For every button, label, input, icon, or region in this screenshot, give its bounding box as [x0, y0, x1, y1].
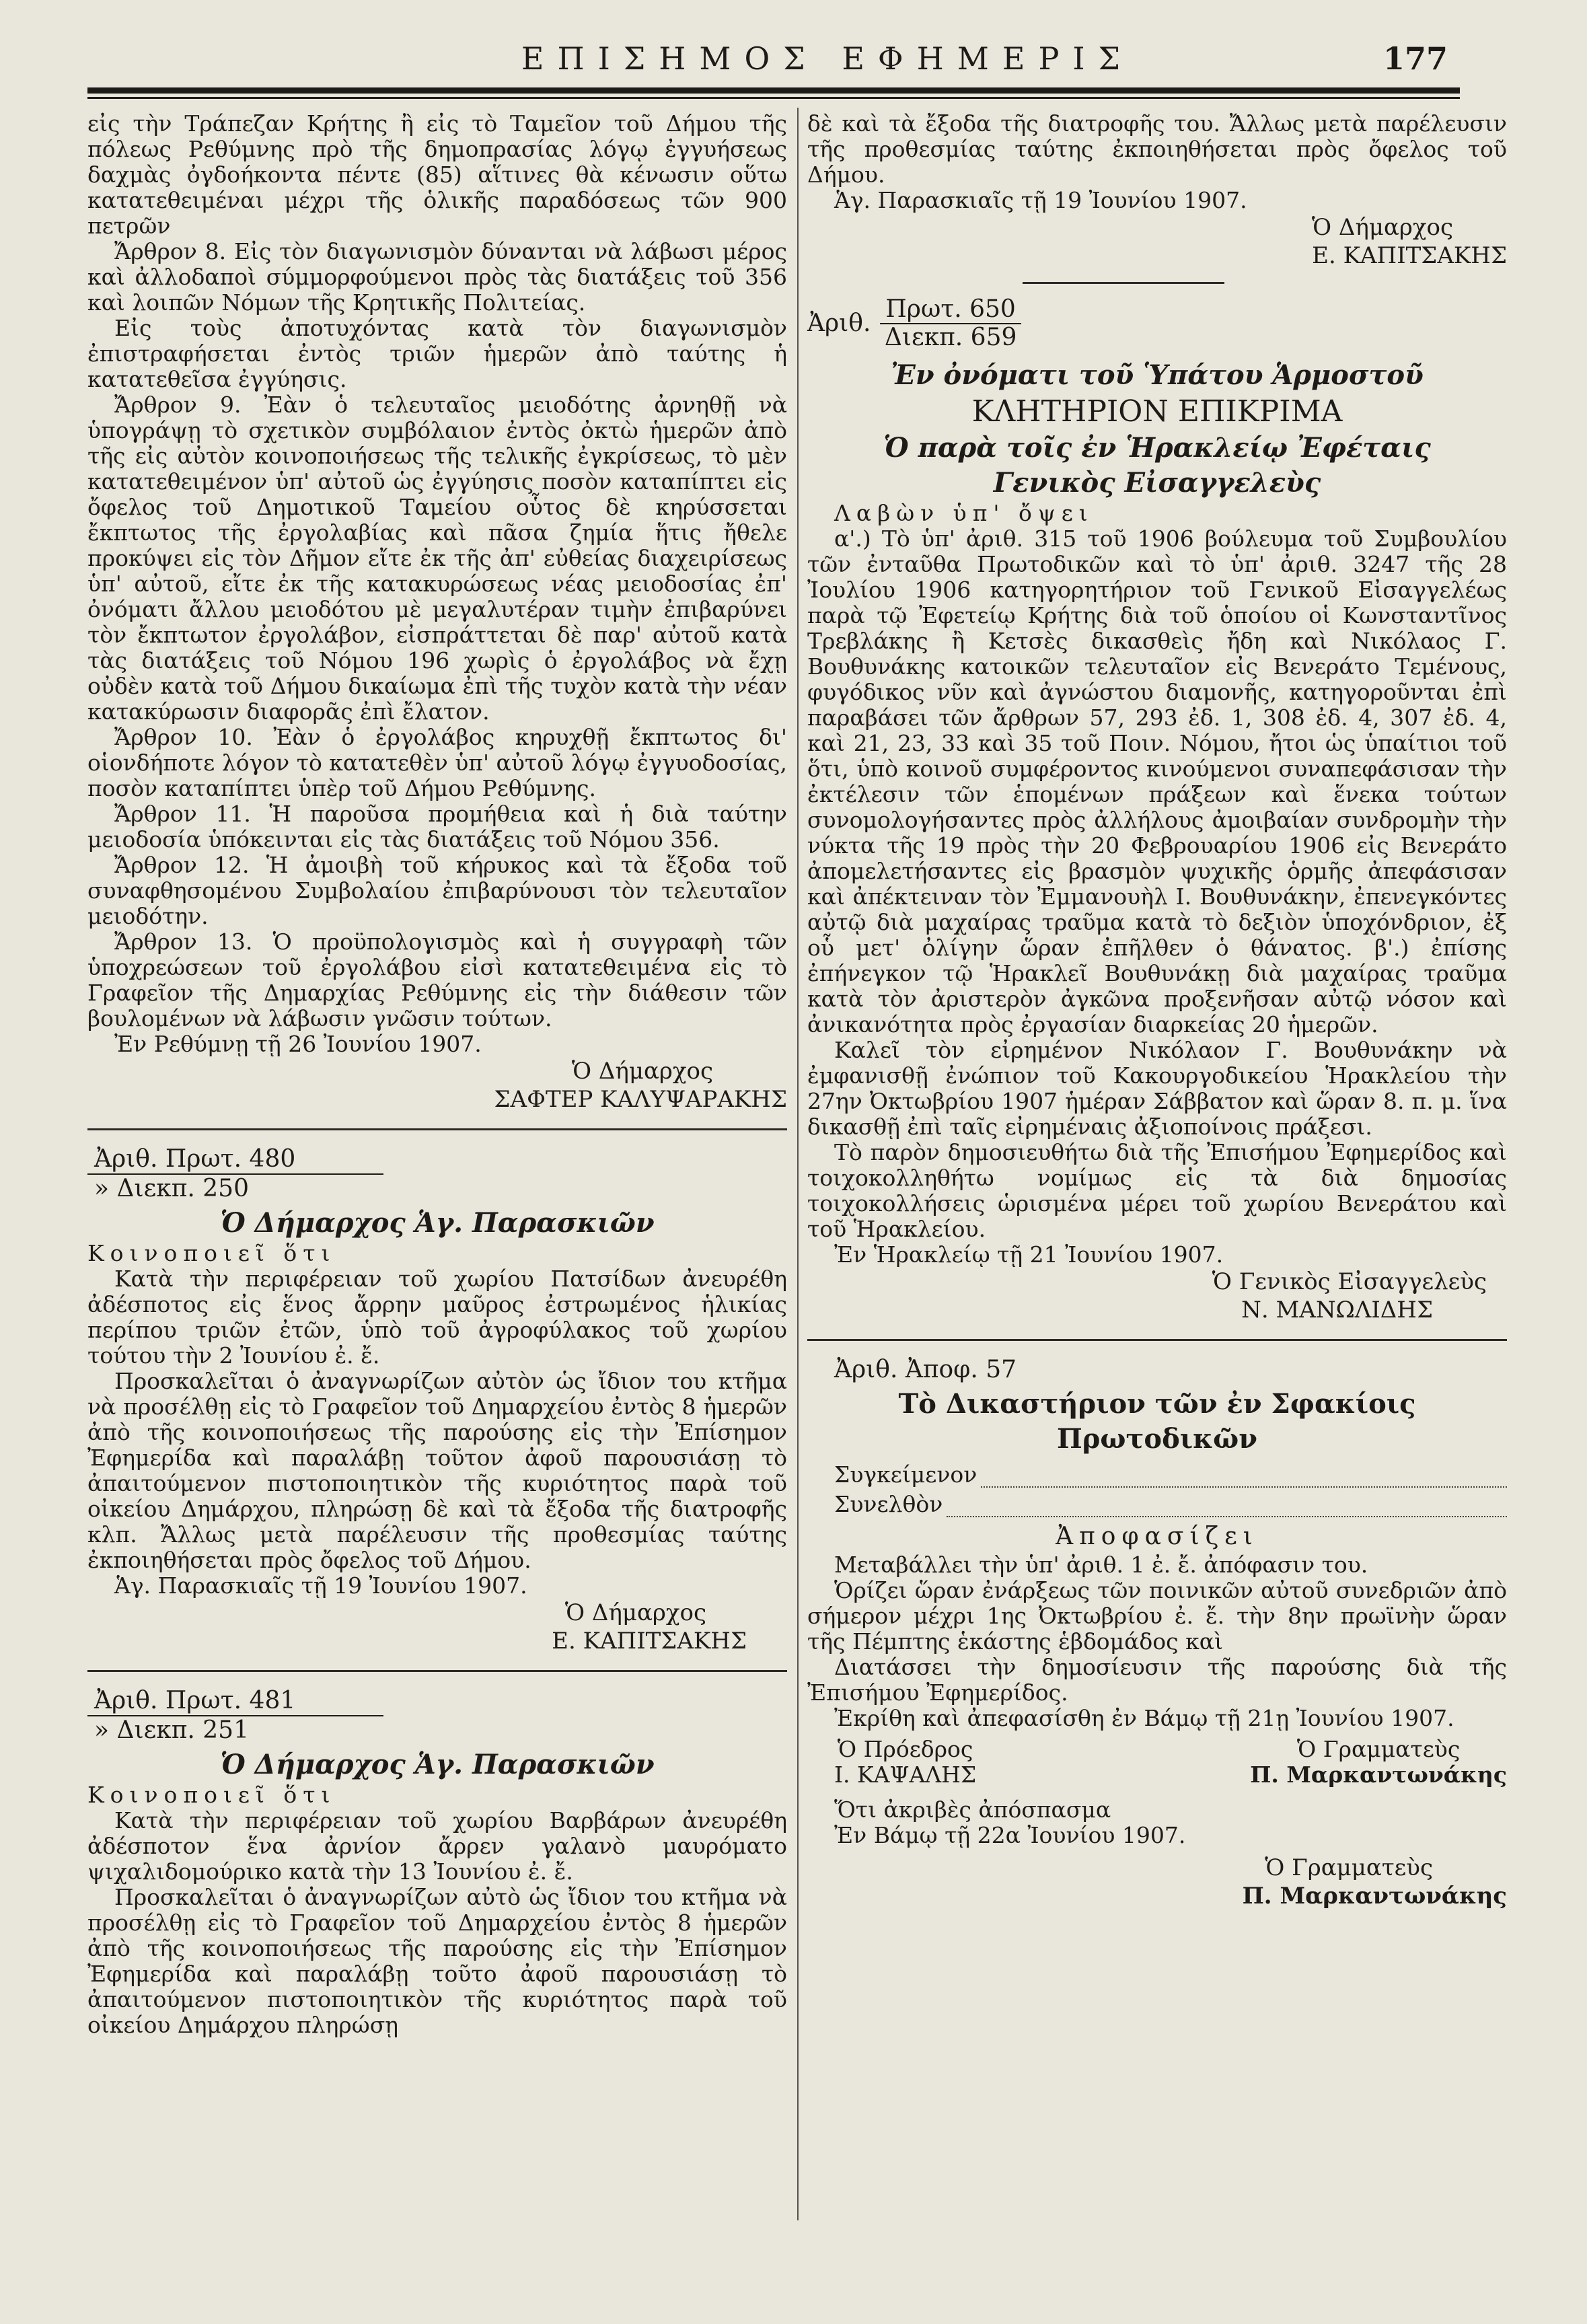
- signature-prosecutor: [807, 1268, 1507, 1324]
- decision-reference: Ἀριθ. Ἀποφ. 57: [834, 1356, 1017, 1383]
- signature-secretary: [1250, 1737, 1507, 1788]
- column-divider: [797, 108, 799, 2220]
- verdict-prosecutor: Γενικὸς Εἰσαγγελεὺς: [993, 467, 1321, 499]
- signature-title: Ὁ Γραμματεὺς: [1265, 1854, 1433, 1881]
- right-column: [807, 111, 1507, 1910]
- ref-prefix: Ἀριθ.: [807, 310, 871, 337]
- page-number: 177: [1382, 40, 1448, 77]
- signature-secretary-copy: [807, 1854, 1507, 1910]
- header-rule-thin: [87, 97, 1460, 99]
- intro-paragraph: εἰς τὴν Τράπεζαν Κρήτης ἢ εἰς τὸ Ταμεῖον τοῦ Δήμου τῆς πόλεως Ρεθύμνης πρὸ τῆς δημοπρασίας λόγῳ ἐγγυήσεως δαχμὰς ὀγδοήκοντα πέντε (85) αἵτινες θὰ κένωσιν οὕτω κατατεθειμέναι μέχρι τῆς ὁλικῆς παραδόσεως τῶν 900 πετρῶν: [87, 110, 787, 239]
- reference-block: [807, 296, 1507, 351]
- field-dots: [947, 1496, 1507, 1517]
- notice-heading: Ὁ Δήμαρχος Ἁγ. Παρασκιῶν: [220, 1207, 655, 1239]
- continuation-date: Ἁγ. Παρασκιαῖς τῇ 19 Ἰουνίου 1907.: [834, 187, 1247, 213]
- notice-text: Κατὰ τὴν περιφέρειαν τοῦ χωρίου Βαρβάρων ἀνευρέθη ἀδέσποτον ἕνα ἀρνίον ἄρρεν γαλανὸ μαυρόματο ψιχαλιδομούρικο κατὰ τὴν 13 Ἰουνίου ἐ. ἔ.: [87, 1807, 787, 1885]
- section-divider: [87, 1670, 787, 1672]
- article-8-refund: Εἰς τοὺς ἀποτυχόντας κατὰ τὸν διαγωνισμὸν ἐπιστραφήσεται ἐντὸς τριῶν ἡμερῶν ἀπὸ ταύτης ἡ κατατεθεῖσα ἐγγύησις.: [87, 315, 787, 392]
- field-label: Συγκείμενον: [834, 1461, 977, 1488]
- decision-2: Ὁρίζει ὥραν ἐνάρξεως τῶν ποινικῶν αὐτοῦ συνεδριῶν ἀπὸ σήμερον μέχρι 1ης Ὀκτωβρίου ἐ. ἔ. τὴν 8ην πρωϊνὴν ὥραν τῆς Πέμπτης ἑκάστης ἑβδομάδος καὶ: [807, 1577, 1507, 1655]
- signature-name: Π. Μαρκαντωνάκης: [1250, 1762, 1507, 1788]
- article-8: Ἄρθρον 8. Εἰς τὸν διαγωνισμὸν δύνανται νὰ λάβωσι μέρος καὶ ἀλλοδαποὶ σύμμορφούμενοι πρὸς τὰς διατάξεις τοῦ 356 καὶ λοιπῶν Νόμων τῆς Κρητικῆς Πολιτείας.: [87, 238, 787, 316]
- seen-label: Λαβὼν ὑπ' ὄψει: [834, 500, 1094, 526]
- signature-name: Ι. ΚΑΨΑΛΗΣ: [834, 1762, 977, 1788]
- true-copy: Ὅτι ἀκριβὲς ἀπόσπασμα: [834, 1796, 1111, 1823]
- notice-date: Ἁγ. Παρασκιαῖς τῇ 19 Ἰουνίου 1907.: [114, 1572, 527, 1599]
- ref-protocol: Ἀριθ. Πρωτ. 481: [87, 1687, 383, 1716]
- decision-signatures: [807, 1737, 1507, 1788]
- signature-title: Ὁ Γενικὸς Εἰσαγγελεὺς: [1212, 1268, 1487, 1295]
- convened-field: [807, 1492, 1507, 1517]
- composed-field: [807, 1462, 1507, 1488]
- signature-president: [807, 1737, 976, 1788]
- verdict-publication: Τὸ παρὸν δημοσιευθήτω διὰ τῆς Ἐπισήμου Ἐφημερίδος καὶ τοιχοκολληθήτω νομίμως εἰς τὰ διὰ δημοσίας τοιχοκολλήσεις ὡρισμένα μέρει τοῦ χωρίου Βενεράτου καὶ τοῦ Ἡρακλείου.: [807, 1139, 1507, 1242]
- ref-dispatch: » Διεκπ. 251: [94, 1716, 249, 1744]
- signature-mayor-paraskion: [807, 213, 1507, 270]
- article-13: Ἄρθρον 13. Ὁ προϋπολογισμὸς καὶ ἡ συγγραφὴ τῶν ὑποχρεώσεων τοῦ ἐργολάβου εἰσὶ κατατεθειμένα εἰς τὸ Γραφεῖον τῆς Δημαρχίας Ρεθύμνης εἰς τὴν διάθεσιν τῶν βουλομένων νὰ λάβωσιν γνῶσιν τούτων.: [87, 929, 787, 1031]
- decision-1: Μεταβάλλει τὴν ὑπ' ἀριθ. 1 ἐ. ἔ. ἀπόφασιν του.: [834, 1552, 1368, 1578]
- notify-label: Κοινοποιεῖ ὅτι: [87, 1782, 336, 1808]
- left-column: [87, 111, 787, 2038]
- article-9: Ἄρθρον 9. Ἐὰν ὁ τελευταῖος μειοδότης ἀρνηθῇ νὰ ὑπογράψῃ τὸ σχετικὸν συμβόλαιον ἐντὸς ὀκτὼ ἡμερῶν ἀπὸ τῆς εἰς αὐτὸν κοινοποιήσεως τῆς τελικῆς ἐγκρίσεως, τὸ μὲν κατατεθειμένον ὑπ' αὐτοῦ ὡς ἐγγύησις ποσὸν καταπίπτει εἰς ὄφελος τοῦ Δημοτικοῦ Ταμείου οὗτος δὲ κηρύσσεται ἔκπτωτος τῆς ἐργολαβίας καὶ πᾶσα ζημία ἥτις ἤθελε προκύψει εἰς τὸν Δῆμον εἴτε ἐκ τῆς ἀπ' εὐθείας διαχειρίσεως ὑπ' αὐτοῦ, εἴτε ἐκ τῆς κατακυρώσεως νέας μειοδοσίας ἐπ' ὀνόματι ἄλλου μειοδότου μὲ μεγαλυτέραν τιμὴν ἐπιβαρύνει τὸν ἔκπτωτον ἐργολάβον, εἰσπράττεται δὲ παρ' αὐτοῦ κατὰ τὰς διατάξεις τοῦ Νόμου 196 χωρὶς ὁ ἐργολάβος νὰ ἔχῃ οὐδὲν κατὰ τοῦ Δήμου δικαίωμα ἐπὶ τῆς τυχὸν κατὰ τὴν νέαν κατακύρωσιν διαφορᾶς ἐπὶ ἔλατον.: [87, 392, 787, 725]
- decision-3: Διατάσσει τὴν δημοσίευσιν τῆς παρούσης διὰ τῆς Ἐπισήμου Ἐφημερίδος.: [807, 1654, 1507, 1706]
- verdict-heading-top: Ἐν ὀνόματι τοῦ Ὑπάτου Ἁρμοστοῦ: [891, 359, 1424, 391]
- decides-label: Ἀποφασίζει: [1056, 1523, 1259, 1550]
- ref-fraction: [880, 296, 1021, 351]
- newspaper-title: ΕΠΙΣΗΜΟΣ ΕΦΗΜΕΡΙΣ: [521, 40, 1134, 77]
- date-rethymno: Ἐν Ρεθύμνῃ τῇ 26 Ἰουνίου 1907.: [114, 1031, 482, 1057]
- verdict-text: α'.) Τὸ ὑπ' ἀριθ. 315 τοῦ 1906 βούλευμα τοῦ Συμβουλίου τῶν ἐνταῦθα Πρωτοδικῶν καὶ τὸ ὑπ' ἀριθ. 3247 τῆς 28 Ἰουλίου 1906 κατηγορητήριον τοῦ Γενικοῦ Εἰσαγγελέως παρὰ τῷ Ἐφετείῳ Κρήτης διὰ τοῦ ὁποίου οἱ Κωνσταντῖνος Τρεβλάκης ἢ Κετσὲς δικασθεὶς ἤδη καὶ Νικόλαος Γ. Βουθυνάκης κατοικῶν τελευταῖον εἰς Βενεράτο Τεμένους, φυγόδικος νῦν καὶ ἀγνώστου διαμονῆς, κατηγοροῦνται ἐπὶ παραβάσει τῶν ἄρθρων 57, 293 ἐδ. 1, 308 ἐδ. 4, 307 ἐδ. 4, καὶ 21, 23, 33 καὶ 35 τοῦ Ποιν. Νόμου, ἤτοι ὡς ὑπαίτιοι τοῦ ὅτι, ὑπὸ κοινοῦ συμφέροντος κινούμενοι συναπεφάσισαν τὴν ἐκτέλεσιν τῶν ἑπομένων πράξεων καὶ ἕνεκα τούτων συνομολογήσαντες πρὸς ἀλλήλους ἀμοιβαίαν συνδρομὴν τὴν νύκτα τῆς 19 πρὸς τὴν 20 Φεβρουαρίου 1906 εἰς Βενεράτο ἀπομελετήσαντες εἰς βρασμὸν ψυχικῆς ὁρμῆς ἀπεφάσισαν καὶ ἀπέκτειναν τὸν Ἐμμανουὴλ Ι. Βουθυνάκην, ἐπενεγκόντες αὐτῷ διὰ μαχαίρας τραῦμα κατὰ τὸ δεξιὸν ὑποχόνδριον, ἐξ οὗ μετ' ὀλίγην ὥραν ἐπῆλθεν ὁ θάνατος. β'.) ἐπίσης ἐπήνεγκον τῷ Ἡρακλεῖ Βουθυνάκῃ διὰ μαχαίρας τραῦμα κατὰ τὸν ἀριστερὸν ἀγκῶνα προξενῆσαν αὐτῷ νόσον καὶ ἀνικανότητα πρὸς ἐργασίαν διαρκείας 20 ἡμερῶν.: [807, 525, 1507, 1038]
- ref-dispatch: » Διεκπ. 250: [94, 1175, 249, 1202]
- page-header: [87, 26, 1460, 100]
- signature-mayor-rethymno: [87, 1057, 787, 1114]
- ref-dispatch: Διεκπ. 659: [884, 324, 1017, 351]
- section-divider: [87, 1128, 787, 1130]
- article-12: Ἄρθρον 12. Ἡ ἀμοιβὴ τοῦ κήρυκος καὶ τὰ ἔξοδα τοῦ συναφθησομένου Συμβολαίου ἐπιβαρύνουσι τὸν τελευταῖον μειοδότην.: [87, 852, 787, 929]
- notice-heading: Ὁ Δήμαρχος Ἁγ. Παρασκιῶν: [220, 1749, 655, 1780]
- signature-title: Ὁ Πρόεδρος: [837, 1736, 973, 1762]
- signature-name: ΣΑΦΤΕΡ ΚΑΛΥΨΑΡΑΚΗΣ: [494, 1086, 787, 1113]
- ref-protocol: Πρωτ. 650: [880, 296, 1021, 324]
- court-heading: Τὸ Δικαστήριον τῶν ἐν Σφακίοις Πρωτοδικῶν: [898, 1388, 1416, 1455]
- signature-title: Ὁ Δήμαρχος: [1311, 214, 1453, 241]
- field-dots: [981, 1466, 1507, 1488]
- reference-block: [87, 1145, 383, 1203]
- notify-label: Κοινοποιεῖ ὅτι: [87, 1240, 336, 1266]
- section-divider: [1023, 282, 1224, 284]
- signature-name: Π. Μαρκαντωνάκης: [1242, 1883, 1507, 1910]
- section-divider: [807, 1339, 1507, 1341]
- signature-mayor-paraskion: [87, 1599, 787, 1655]
- signature-name: Ε. ΚΑΠΙΤΣΑΚΗΣ: [552, 1628, 747, 1655]
- decision-date: Ἐκρίθη καὶ ἀπεφασίσθη ἐν Βάμῳ τῇ 21ῃ Ἰουνίου 1907.: [834, 1705, 1454, 1731]
- continuation-text: δὲ καὶ τὰ ἔξοδα τῆς διατροφῆς του. Ἄλλως μετὰ παρέλευσιν τῆς προθεσμίας ταύτης ἐκποιηθήσεται πρὸς ὄφελος τοῦ Δήμου.: [807, 110, 1507, 188]
- reference-block: [87, 1687, 383, 1745]
- verdict-court: Ὁ παρὰ τοῖς ἐν Ἡρακλείῳ Ἐφέταις: [883, 432, 1431, 464]
- signature-title: Ὁ Δήμαρχος: [564, 1599, 706, 1626]
- verdict-title: ΚΛΗΤΗΡΙΟΝ ΕΠΙΚΡΙΜΑ: [971, 394, 1343, 429]
- signature-title: Ὁ Δήμαρχος: [571, 1058, 713, 1085]
- verdict-summons: Καλεῖ τὸν εἰρημένον Νικόλαον Γ. Βουθυνάκην νὰ ἐμφανισθῇ ἐνώπιον τοῦ Κακουργοδικείου Ἡρακλείου τὴν 27ην Ὀκτωβρίου 1907 ἡμέραν Σάββατον καὶ ὥραν 8. π. μ. ἵνα δικασθῇ ἐπὶ ταῖς εἰρημέναις ἀξιοποίνοις πράξεσι.: [807, 1037, 1507, 1140]
- signature-name: Ν. ΜΑΝΩΛΙΔΗΣ: [1241, 1297, 1433, 1323]
- notice-invitation: Προσκαλεῖται ὁ ἀναγνωρίζων αὐτὸν ὡς ἴδιον του κτῆμα νὰ προσέλθῃ εἰς τὸ Γραφεῖον τοῦ Δημαρχείου ἐντὸς 8 ἡμερῶν ἀπὸ τῆς κοινοποιήσεως τῆς παρούσης εἰς τὴν Ἐπίσημον Ἐφημερίδα καὶ παραλάβῃ τοῦτον ἀφοῦ παρουσιάσῃ τὸ ἀπαιτούμενον πιστοποιητικὸν τῆς κυριότητος παρὰ τοῦ οἰκείου Δημάρχου, πληρώσῃ δὲ καὶ τὰ ἔξοδα τῆς διατροφῆς κλπ. Ἄλλως μετὰ παρέλευσιν τῆς προθεσμίας ταύτης ἐκποιηθήσεται πρὸς ὄφελος τοῦ Δήμου.: [87, 1368, 787, 1573]
- notice-invitation: Προσκαλεῖται ὁ ἀναγνωρίζων αὐτὸ ὡς ἴδιον του κτῆμα νὰ προσέλθῃ εἰς τὸ Γραφεῖον τοῦ Δημαρχείου ἐντὸς 8 ἡμερῶν ἀπὸ τῆς κοινοποιήσεως τῆς παρούσης εἰς τὴν Ἐπίσημον Ἐφημερίδα καὶ παραλάβῃ τοῦτο ἀφοῦ παρουσιάσῃ τὸ ἀπαιτούμενον πιστοποιητικὸν τῆς κυριότητος παρὰ τοῦ οἰκείου Δημάρχου πληρώσῃ: [87, 1884, 787, 2038]
- field-label: Συνελθὸν: [834, 1491, 943, 1517]
- copy-date: Ἐν Βάμῳ τῇ 22α Ἰουνίου 1907.: [834, 1822, 1186, 1848]
- notice-text: Κατὰ τὴν περιφέρειαν τοῦ χωρίου Πατσίδων ἀνευρέθη ἀδέσποτος εἰς ἕνος ἄρρην μαῦρος ἐστρωμένος ἡλικίας περίπου τριῶν ἐτῶν, ὑπὸ τοῦ ἀγροφύλακος τοῦ χωρίου τούτου τὴν 2 Ἰουνίου ἐ. ἔ.: [87, 1266, 787, 1369]
- header-rule-thick: [87, 87, 1460, 94]
- ref-protocol: Ἀριθ. Πρωτ. 480: [87, 1145, 383, 1175]
- signature-name: Ε. ΚΑΠΙΤΣΑΚΗΣ: [1312, 242, 1507, 269]
- verdict-date: Ἐν Ἡρακλείῳ τῇ 21 Ἰουνίου 1907.: [834, 1241, 1224, 1268]
- article-10: Ἄρθρον 10. Ἐὰν ὁ ἐργολάβος κηρυχθῇ ἔκπτωτος δι' οἱονδήποτε λόγον τὸ κατατεθὲν ὑπ' αὐτοῦ λόγῳ ἐγγυοδοσίας, ποσὸν καταπίπτει ὑπὲρ τοῦ Δήμου Ρεθύμνης.: [87, 724, 788, 801]
- article-11: Ἄρθρον 11. Ἡ παροῦσα προμήθεια καὶ ἡ διὰ ταύτην μειοδοσία ὑπόκεινται εἰς τὰς διατάξεις τοῦ Νόμου 356.: [87, 801, 787, 852]
- signature-title: Ὁ Γραμματεὺς: [1296, 1736, 1461, 1762]
